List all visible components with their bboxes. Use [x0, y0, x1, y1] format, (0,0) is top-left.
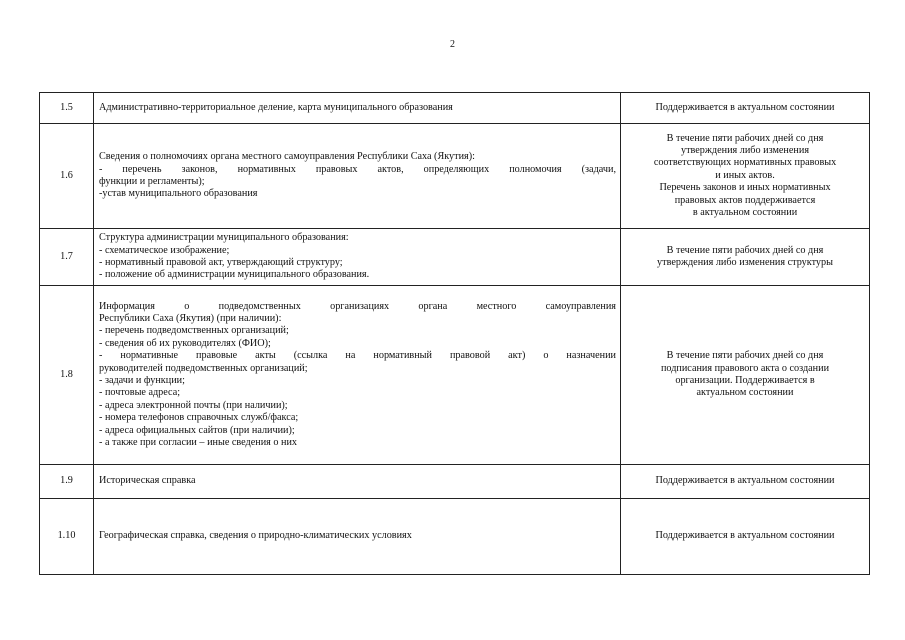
description-line: - адреса официальных сайтов (при наличии);	[99, 424, 295, 436]
description-line: Сведения о полномочиях органа местного самоуправления Республики Саха (Якутия):	[99, 151, 475, 163]
term-line: Поддерживается в актуальном состоянии	[655, 475, 835, 487]
description-line: руководителей подведомственных организаций;	[99, 362, 308, 374]
description-line: - сведения об их руководителях (ФИО);	[99, 337, 271, 349]
description-line: Республики Саха (Якутия) (при наличии):	[99, 312, 282, 324]
description-line: - почтовые адреса;	[99, 387, 181, 399]
page-number: 2	[450, 39, 455, 50]
term-line: В течение пяти рабочих дней со дня	[666, 350, 824, 362]
term-line: организации. Поддерживается в	[675, 375, 815, 386]
table-row	[40, 286, 870, 465]
row-description	[94, 499, 621, 575]
term-line: В течение пяти рабочих дней со дня	[666, 132, 824, 144]
term-line: и иных актов.	[715, 169, 775, 181]
description-line: Административно-территориальное деление, карта муниципального образования	[99, 101, 453, 113]
term-line: В течение пяти рабочих дней со дня	[666, 244, 824, 256]
description-line: - нормативные правовые акты (ссылка на нормативный правовой акт) о назначении	[99, 350, 616, 362]
description-line: Информация о подведомственных организациях органа местного самоуправления	[99, 300, 616, 312]
description-line: Структура администрации муниципального образования:	[99, 232, 349, 244]
description-line: - задачи и функции;	[99, 375, 185, 386]
description-line: - номера телефонов справочных служб/факса;	[99, 412, 299, 424]
description-line: - схематическое изображение;	[99, 244, 230, 256]
info-table	[39, 92, 870, 575]
term-line: в актуальном состоянии	[692, 207, 798, 219]
description-line: функции и регламенты);	[99, 176, 205, 187]
term-line: Поддерживается в актуальном состоянии	[655, 530, 835, 542]
row-number: 1.6	[40, 124, 94, 229]
term-line: Перечень законов и иных нормативных	[659, 182, 831, 194]
term-line: правовых актов поддерживается	[674, 194, 816, 206]
term-line: подписания правового акта о создании	[660, 362, 830, 374]
term-line: утверждения либо изменения	[680, 144, 809, 156]
row-update-term	[621, 229, 870, 286]
term-line: соответствующих нормативных правовых	[653, 157, 837, 169]
term-line: утверждения либо изменения структуры	[657, 257, 833, 268]
row-number: 1.8	[40, 286, 94, 465]
description-line: - а также при согласии – иные сведения о них	[99, 437, 298, 449]
row-update-term	[621, 93, 870, 124]
description-line: - перечень законов, нормативных правовых актов, определяющих полномочия (задачи,	[99, 163, 616, 175]
row-update-term	[621, 286, 870, 465]
description-line: Географическая справка, сведения о природно-климатических условиях	[99, 530, 412, 542]
description-line: Историческая справка	[99, 475, 196, 487]
description-line: - положение об администрации муниципального образования.	[99, 269, 370, 281]
row-update-term	[621, 499, 870, 575]
description-line: - адреса электронной почты (при наличии);	[99, 399, 288, 411]
table-row	[40, 229, 870, 286]
table-row	[40, 499, 870, 575]
row-description	[94, 124, 621, 229]
row-update-term	[621, 124, 870, 229]
table-row	[40, 93, 870, 124]
table-row	[40, 124, 870, 229]
description-line: -устав муниципального образования	[99, 188, 258, 200]
row-description	[94, 93, 621, 124]
description-line: - перечень подведомственных организаций;	[99, 325, 289, 337]
row-number: 1.5	[40, 93, 94, 124]
row-update-term	[621, 465, 870, 499]
description-line: - нормативный правовой акт, утверждающий структуру;	[99, 257, 343, 268]
row-description	[94, 465, 621, 499]
term-line: Поддерживается в актуальном состоянии	[655, 101, 835, 113]
row-description	[94, 286, 621, 465]
row-description	[94, 229, 621, 286]
row-number: 1.7	[40, 229, 94, 286]
row-number: 1.10	[40, 499, 94, 575]
table-row	[40, 465, 870, 499]
row-number: 1.9	[40, 465, 94, 499]
term-line: актуальном состоянии	[696, 387, 794, 399]
